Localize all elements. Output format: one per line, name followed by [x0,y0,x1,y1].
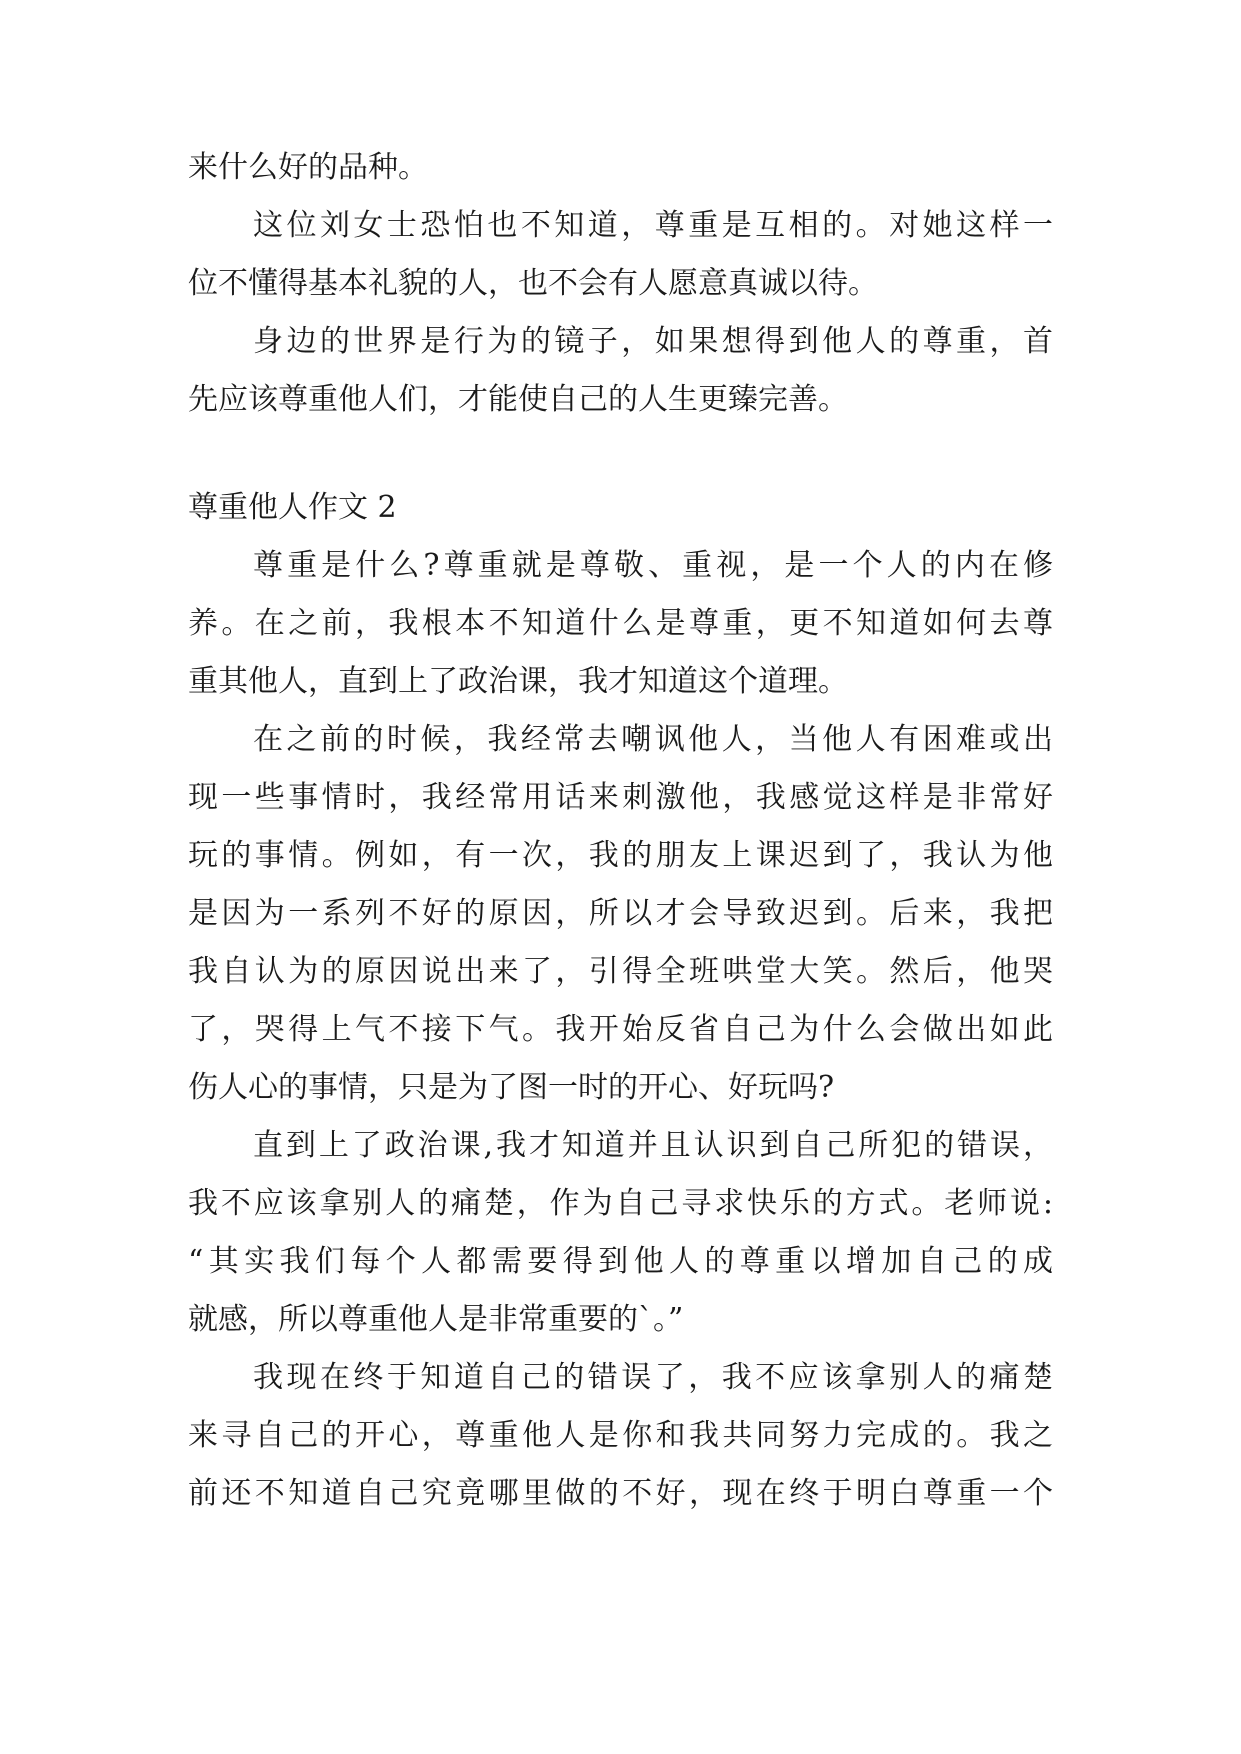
text-line: 来寻自己的开心，尊重他人是你和我共同努力完成的。我之 [188,1418,1053,1453]
text-line: 尊重是什么?尊重就是尊敬、重视，是一个人的内在修 [253,548,1053,583]
text-line: 我不应该拿别人的痛楚，作为自己寻求快乐的方式。老师说: [188,1186,1053,1221]
text-line: 伤人心的事情，只是为了图一时的开心、好玩吗? [188,1070,835,1105]
text-line: 现一些事情时，我经常用话来刺激他，我感觉这样是非常好 [188,780,1053,815]
text-line: 先应该尊重他人们，才能使自己的人生更臻完善。 [188,382,848,417]
text-line: 直到上了政治课,我才知道并且认识到自己所犯的错误， [253,1128,1053,1163]
text-line: 身边的世界是行为的镜子，如果想得到他人的尊重，首 [253,324,1053,359]
text-line: 位不懂得基本礼貌的人，也不会有人愿意真诚以待。 [188,266,878,301]
section-heading: 尊重他人作文 2 [188,490,397,525]
text-line: 玩的事情。例如，有一次，我的朋友上课迟到了，我认为他 [188,838,1053,873]
text-line: 养。在之前，我根本不知道什么是尊重，更不知道如何去尊 [188,606,1053,641]
text-line: “其实我们每个人都需要得到他人的尊重以增加自己的成 [188,1244,1053,1279]
text-line: 来什么好的品种。 [188,150,428,185]
text-line: 在之前的时候，我经常去嘲讽他人，当他人有困难或出 [253,722,1053,757]
text-line: 就感，所以尊重他人是非常重要的`。” [188,1302,684,1337]
text-line: 这位刘女士恐怕也不知道，尊重是互相的。对她这样一 [253,208,1053,243]
text-line: 前还不知道自己究竟哪里做的不好，现在终于明白尊重一个 [188,1476,1053,1511]
text-line: 重其他人，直到上了政治课，我才知道这个道理。 [188,664,848,699]
text-line: 了，哭得上气不接下气。我开始反省自己为什么会做出如此 [188,1012,1053,1047]
text-line: 是因为一系列不好的原因，所以才会导致迟到。后来，我把 [188,896,1053,931]
text-line: 我自认为的原因说出来了，引得全班哄堂大笑。然后，他哭 [188,954,1053,989]
text-line: 我现在终于知道自己的错误了，我不应该拿别人的痛楚 [253,1360,1053,1395]
